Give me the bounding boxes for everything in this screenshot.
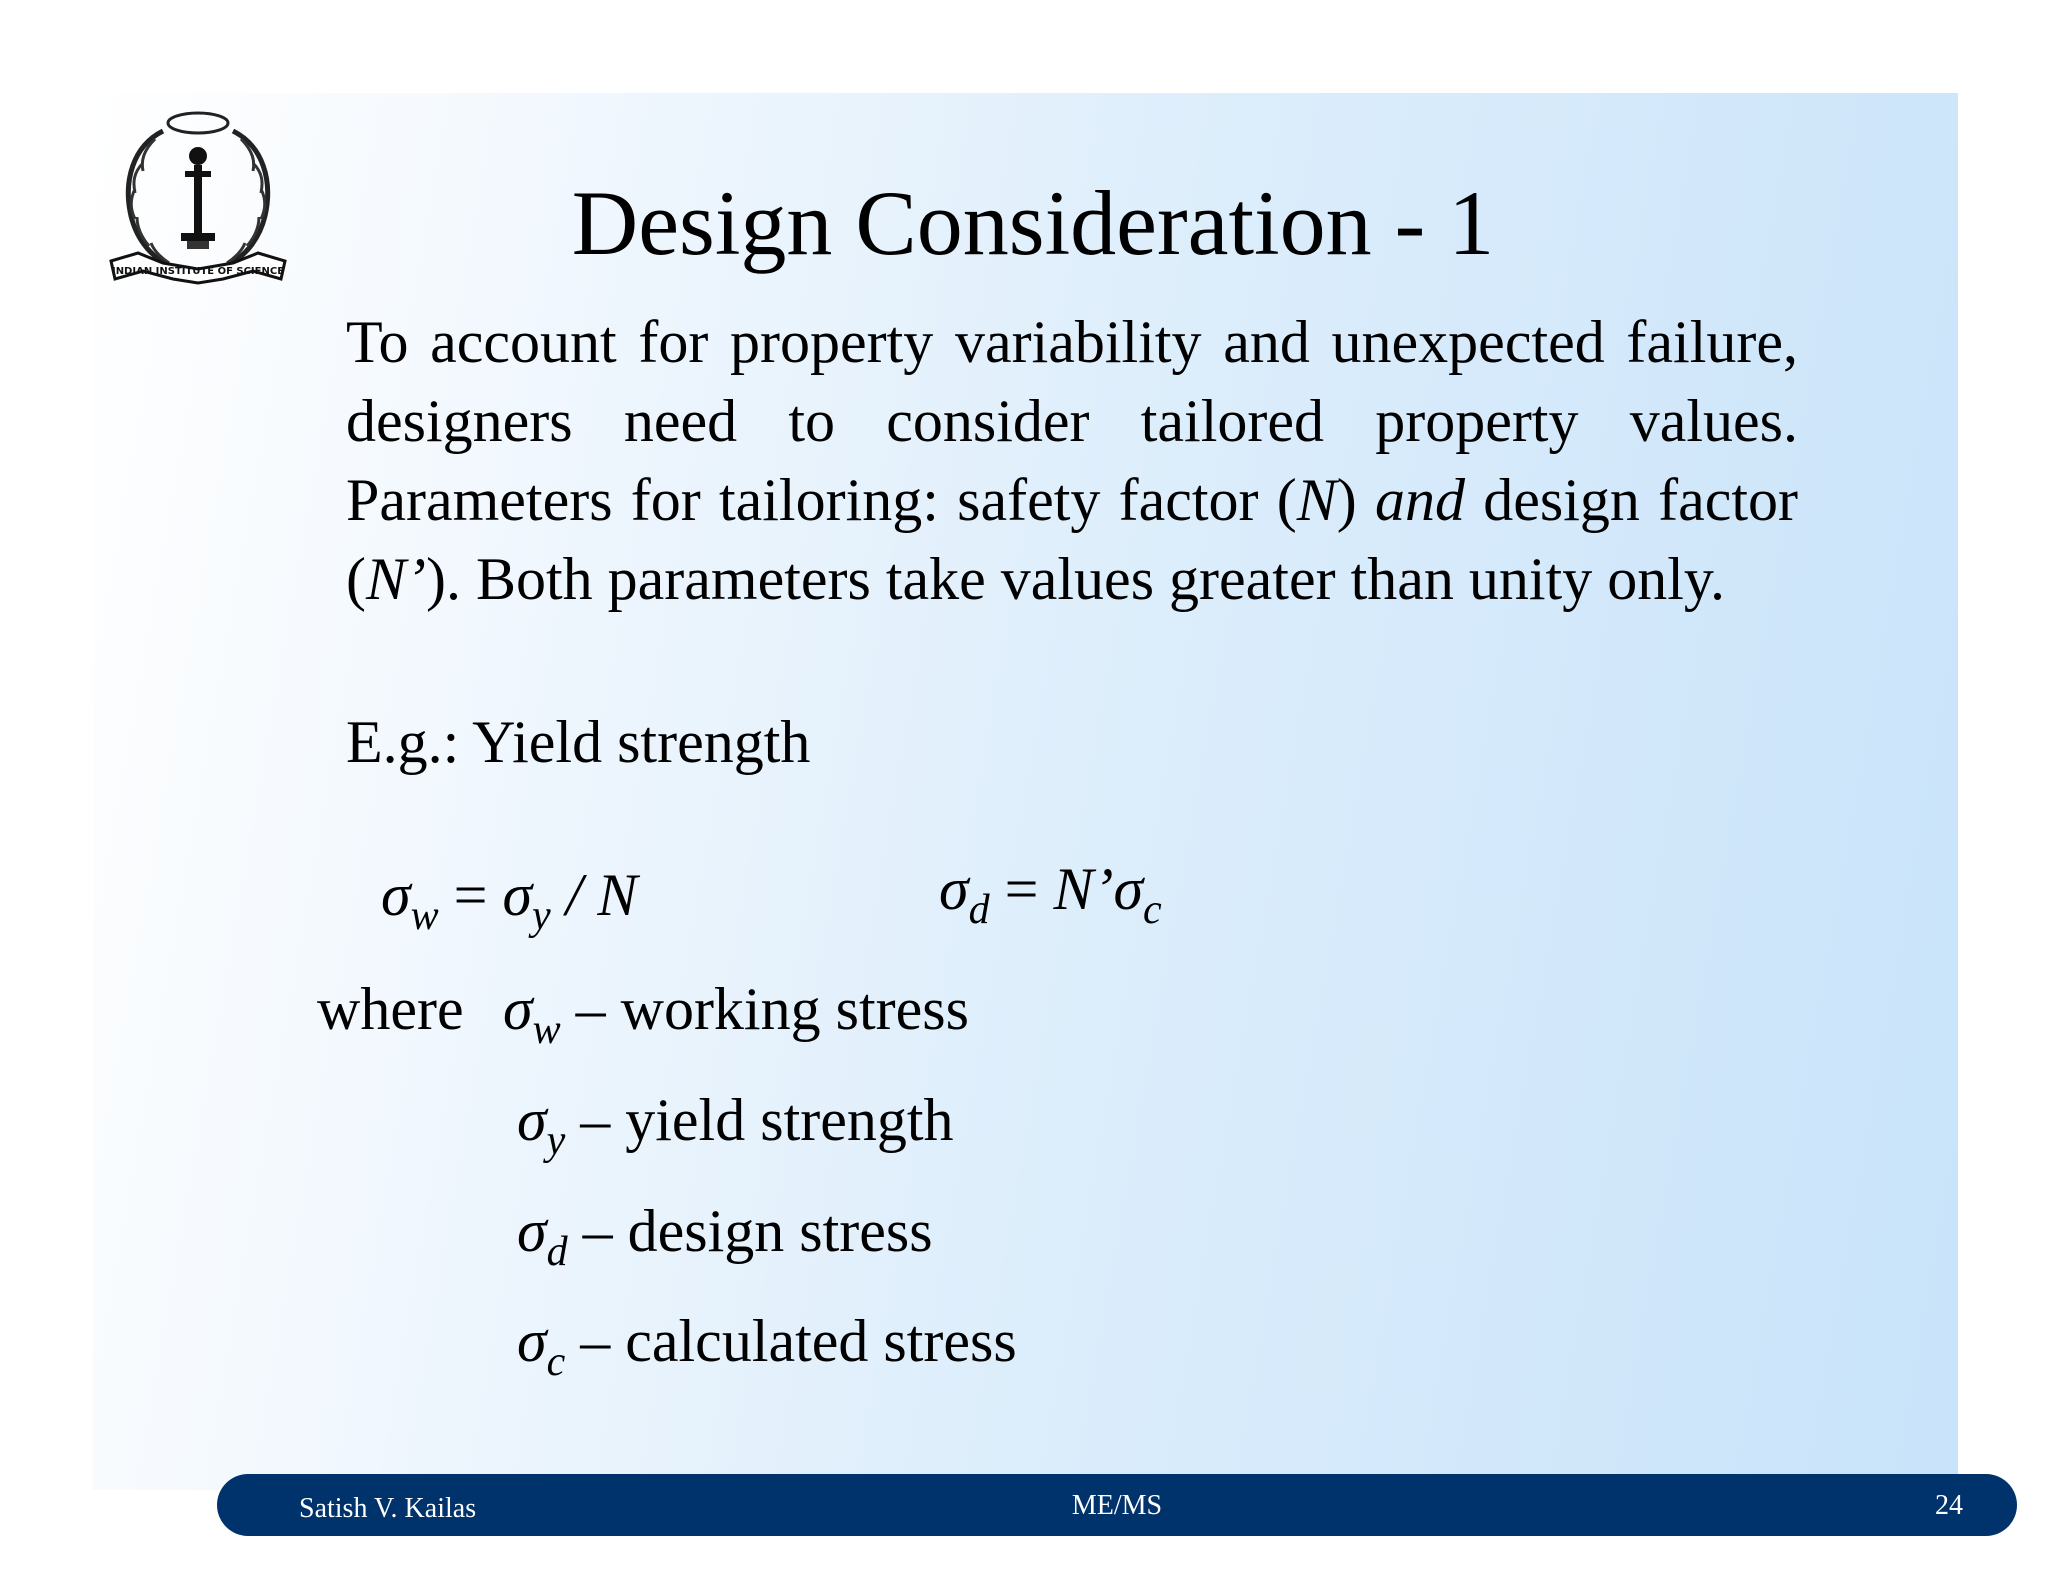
institute-emblem-icon [103,101,293,291]
definition-working-stress: where $\sigma_w$ – working stress [317,976,969,1053]
footer-author: Satish V. Kailas [299,1493,477,1524]
footer-bar [217,1474,2017,1536]
footer-page-number: 24 [1935,1490,1963,1521]
design-factor-symbol: N’ [365,546,426,612]
definition-calculated-stress: $\sigma_c$ – calculated stress [517,1308,1017,1385]
safety-factor-symbol: N [1296,467,1337,533]
paragraph-part4: ). Both parameters take values greater than unity only. [425,546,1725,612]
logo-ribbon-text: INDIAN INSTITUTE OF SCIENCE [111,266,285,277]
design-stress-equation: $\sigma_d$ = $N’\sigma_c$ [939,856,1162,933]
definition-yield-strength: $\sigma_y$ – yield strength [517,1087,954,1164]
paragraph-part1: To account for property variability and unexpected failure, designers need to consider tailored property values. Parameters for tailoring: safety factor ( [346,309,1798,533]
and-word: and [1375,467,1465,533]
footer-course: ME/MS [1071,1490,1163,1521]
intro-paragraph [346,303,1798,619]
working-stress-equation: $\sigma_w = \sigma_y / N$ [381,862,638,939]
where-label: where [317,976,464,1042]
slide-title: Design Consideration - 1 [571,172,1495,274]
slide [93,93,1963,1524]
definition-design-stress: $\sigma_d$ – design stress [517,1198,933,1275]
paragraph-part2: ) [1336,467,1375,533]
paragraph-part3: design factor ( [346,467,1798,612]
example-label: E.g.: Yield strength [346,709,811,775]
